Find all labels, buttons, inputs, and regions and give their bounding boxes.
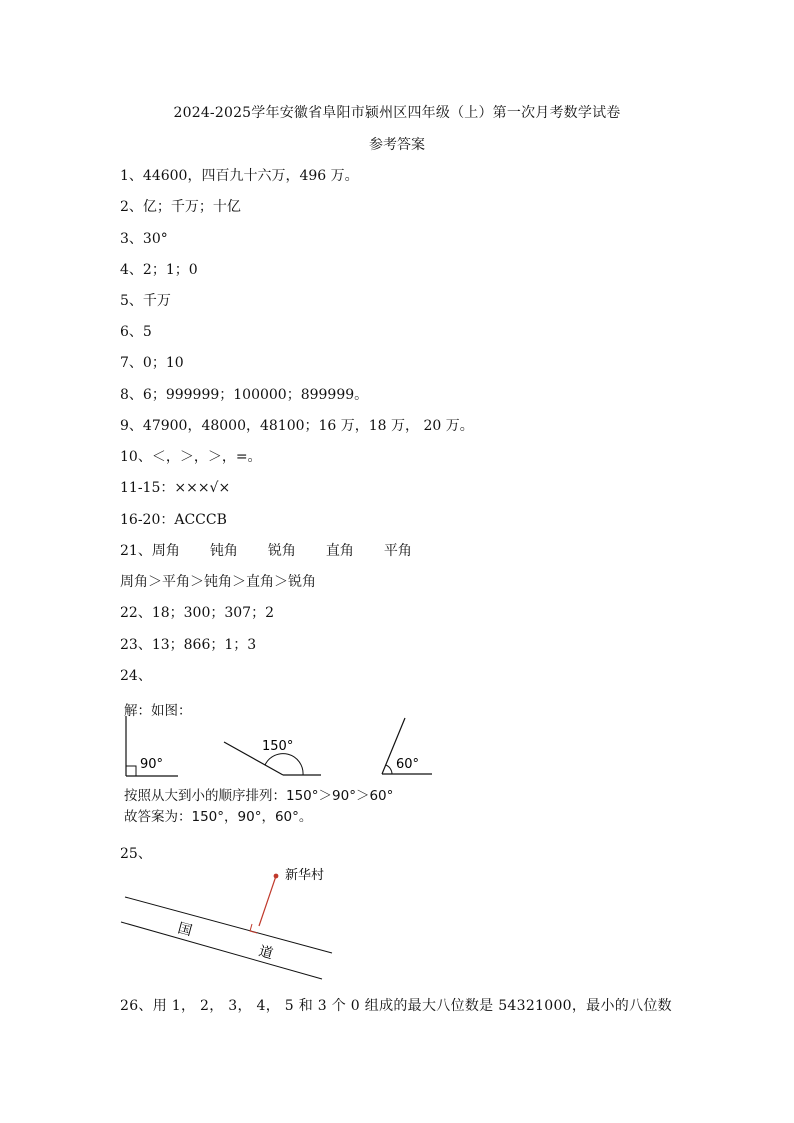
- q21-item-2: 钝角: [209, 543, 238, 559]
- angle-150-figure: [224, 739, 321, 775]
- answer-line-7: 7、0；10: [120, 355, 184, 371]
- right-angle-mark: [250, 924, 257, 933]
- answer-line-2: 2、亿；千万；十亿: [120, 199, 241, 215]
- answer-line-8: 8、6；999999；100000；899999。: [120, 387, 369, 403]
- answer-line-22: 22、18；300；307；2: [120, 605, 274, 621]
- answer-line-21: [120, 540, 412, 560]
- angle-90-label: 90°: [140, 757, 164, 772]
- page-subtitle: 参考答案: [369, 137, 425, 153]
- answer-line-24: 24、: [120, 668, 152, 684]
- answer-line-9: 9、47900，48000，48100；16 万，18 万， 20 万。: [120, 418, 474, 434]
- angle-60-label: 60°: [396, 757, 420, 772]
- answer-line-25: 25、: [120, 846, 152, 862]
- q24-order-text: 按照从大到小的顺序排列：150°＞90°＞60°: [124, 788, 394, 804]
- answer-line-16-20: 16-20：ACCCB: [120, 512, 227, 528]
- road-char-1: 国: [175, 920, 194, 940]
- answer-line-10: 10、＜，＞，＞，=。: [120, 449, 262, 465]
- answer-line-6: 6、5: [120, 324, 152, 340]
- q24-angle-figures: [118, 712, 438, 782]
- angle-150-label: 150°: [262, 739, 294, 754]
- answer-line-26: 26、用 1， 2， 3， 4， 5 和 3 个 0 组成的最大八位数是 54321000，最小的八位数: [120, 998, 672, 1014]
- village-label: 新华村: [285, 868, 325, 883]
- q21-prefix: 21、: [120, 543, 152, 559]
- q21-item-5: 平角: [383, 543, 412, 559]
- q24-answer-text: 故答案为：150°，90°，60°。: [124, 809, 313, 825]
- answer-line-23: 23、13；866；1；3: [120, 637, 257, 653]
- page-title: 2024-2025学年安徽省阜阳市颍州区四年级（上）第一次月考数学试卷: [173, 105, 621, 121]
- angle-90-figure: [126, 716, 178, 776]
- answer-line-11-15: 11-15：×××√×: [120, 480, 231, 496]
- angle-60-figure: [382, 718, 432, 774]
- q21-item-3: 锐角: [267, 543, 296, 559]
- q21-item-1: 周角: [151, 543, 180, 559]
- q24-solution-intro: 解：如图：: [124, 703, 192, 719]
- answer-line-5: 5、千万: [120, 293, 171, 309]
- q21-order: 周角＞平角＞钝角＞直角＞锐角: [120, 574, 316, 590]
- answer-line-1: 1、44600，四百九十六万，496 万。: [120, 168, 359, 184]
- road-upper-edge: [125, 897, 332, 953]
- road-lower-edge: [121, 922, 322, 979]
- perpendicular-line: [259, 876, 276, 926]
- answer-line-4: 4、2；1；0: [120, 262, 198, 278]
- q25-road-diagram: [115, 862, 345, 984]
- road-char-2: 道: [256, 943, 275, 963]
- answer-line-3: 3、30°: [120, 231, 168, 247]
- q21-item-4: 直角: [325, 543, 354, 559]
- village-point: [274, 874, 279, 879]
